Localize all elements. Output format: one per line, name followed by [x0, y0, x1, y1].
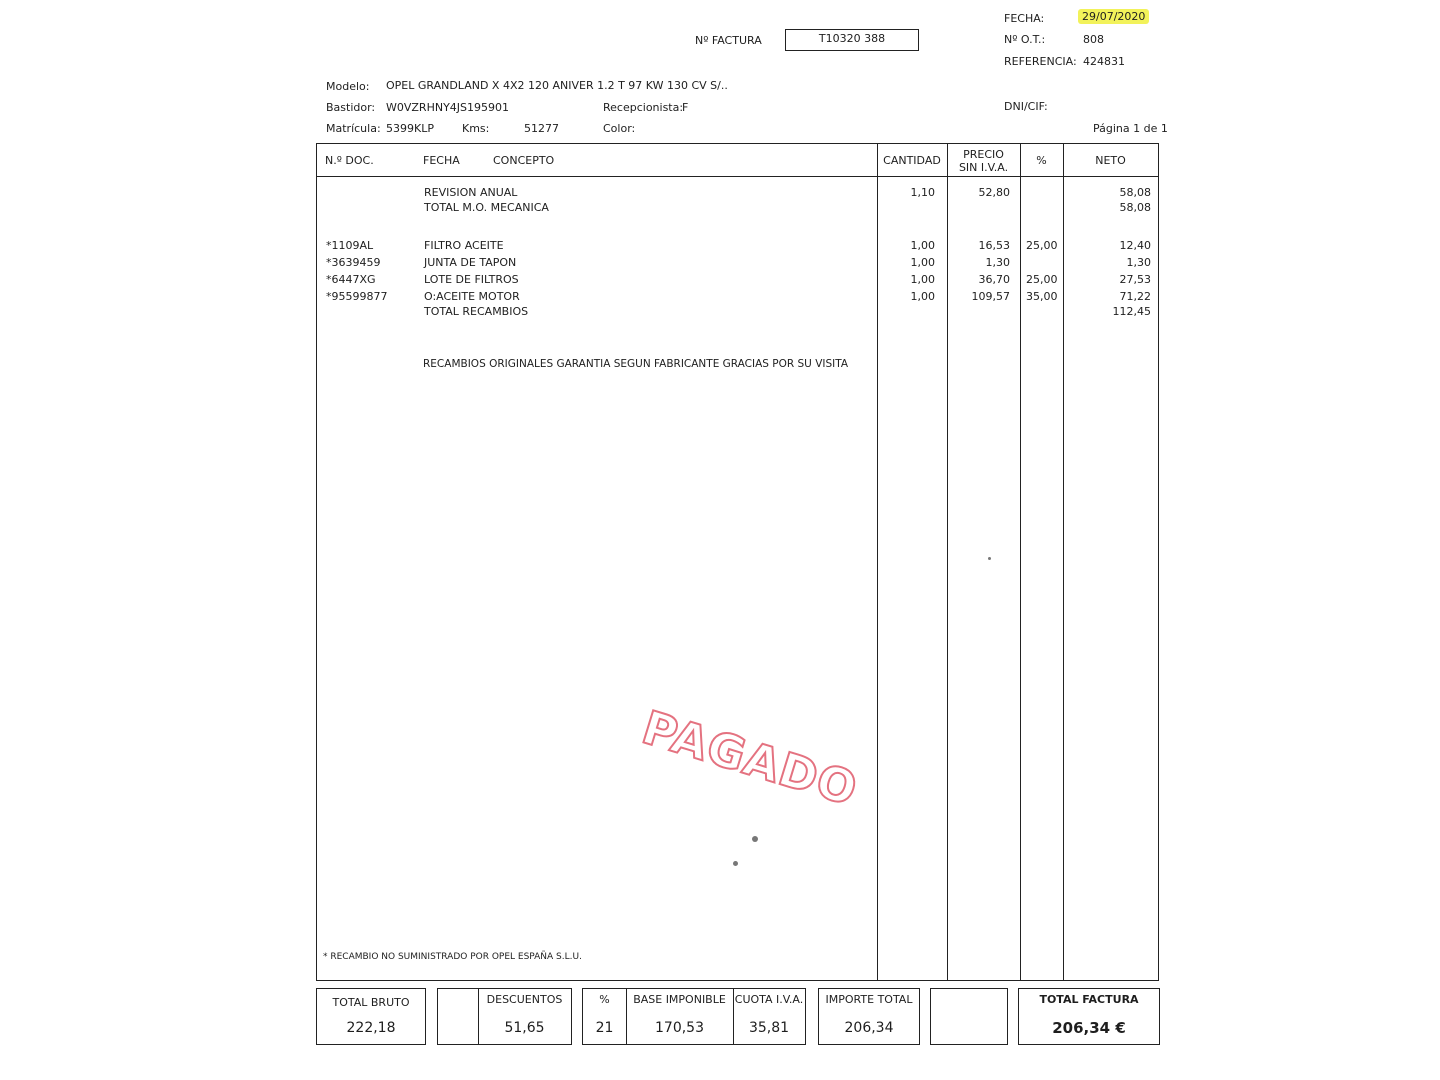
header-neto: NETO: [1095, 154, 1126, 167]
header-pct: %: [1036, 154, 1047, 167]
row-2-neto: 12,40: [1119, 239, 1151, 252]
row-0-precio: 52,80: [978, 186, 1010, 199]
descuentos-label: DESCUENTOS: [486, 993, 563, 1006]
row-2-precio: 16,53: [978, 239, 1010, 252]
cuota-iva-value: 35,81: [748, 1020, 790, 1036]
descuentos-box: [437, 988, 572, 1045]
empty-box: [930, 988, 1008, 1045]
header-cantidad: CANTIDAD: [883, 154, 941, 167]
row-0-concepto: REVISION ANUAL: [424, 186, 518, 199]
speck: [988, 557, 991, 560]
matricula-label: Matrícula:: [326, 122, 381, 135]
color-label: Color:: [603, 122, 636, 135]
importe-total-label: IMPORTE TOTAL: [825, 993, 913, 1006]
iva-pct-label: %: [599, 993, 610, 1006]
header-concepto: CONCEPTO: [493, 154, 555, 167]
row-5-pct: 35,00: [1026, 290, 1058, 303]
speck: [733, 861, 738, 866]
descuentos-value: 51,65: [504, 1020, 545, 1036]
row-2-concepto: FILTRO ACEITE: [424, 239, 504, 252]
row-3-cantidad: 1,00: [910, 256, 935, 269]
footnote: * RECAMBIO NO SUMINISTRADO POR OPEL ESPAÑA S.L.U.: [323, 952, 582, 962]
importe-total-box: [818, 988, 920, 1045]
row-4-precio: 36,70: [978, 273, 1010, 286]
warranty-note: RECAMBIOS ORIGINALES GARANTIA SEGUN FABRICANTE GRACIAS POR SU VISITA: [423, 358, 849, 370]
row-3-neto: 1,30: [1126, 256, 1151, 269]
row-5-doc: *95599877: [326, 290, 388, 303]
recepcionista-label: Recepcionista:: [603, 101, 684, 114]
row-0-cantidad: 1,10: [910, 186, 935, 199]
invoice-lines-table: [316, 143, 1159, 981]
row-2-pct: 25,00: [1026, 239, 1058, 252]
modelo-label: Modelo:: [326, 80, 370, 93]
modelo-value: OPEL GRANDLAND X 4X2 120 ANIVER 1.2 T 97 KW 130 CV S/..: [386, 79, 728, 92]
row-3-concepto: JUNTA DE TAPON: [424, 256, 517, 269]
total-factura-label: TOTAL FACTURA: [1039, 993, 1139, 1006]
total-bruto-label: TOTAL BRUTO: [332, 996, 410, 1009]
fecha-label: FECHA:: [1004, 12, 1045, 25]
kms-label: Kms:: [462, 122, 490, 135]
row-1-concepto: TOTAL M.O. MECANICA: [424, 201, 549, 214]
row-6-concepto: TOTAL RECAMBIOS: [424, 305, 529, 318]
total-factura-box: [1018, 988, 1160, 1045]
iva-pct-value: 21: [595, 1020, 614, 1036]
cuota-iva-label: CUOTA I.V.A.: [734, 993, 804, 1006]
row-5-concepto: O:ACEITE MOTOR: [424, 290, 520, 303]
importe-total-value: 206,34: [844, 1020, 894, 1036]
row-5-neto: 71,22: [1119, 290, 1151, 303]
total-factura-value: 206,34 €: [1052, 1019, 1126, 1037]
row-4-cantidad: 1,00: [910, 273, 935, 286]
header-precio-2: SIN I.V.A.: [958, 161, 1009, 174]
matricula-value: 5399KLP: [386, 122, 434, 135]
factura-label: Nº FACTURA: [695, 34, 762, 47]
row-1-neto: 58,08: [1119, 201, 1151, 214]
kms-value: 51277: [524, 122, 559, 135]
factura-number-box: T10320 388: [785, 29, 919, 51]
row-4-doc: *6447XG: [326, 273, 376, 286]
paid-stamp: PAGADO: [636, 700, 865, 817]
base-imponible-label: BASE IMPONIBLE: [633, 993, 726, 1006]
header-ndoc: N.º DOC.: [325, 154, 374, 167]
row-5-cantidad: 1,00: [910, 290, 935, 303]
referencia-value: 424831: [1083, 55, 1125, 68]
bastidor-label: Bastidor:: [326, 101, 376, 114]
recepcionista-value: F: [682, 101, 689, 114]
row-6-neto: 112,45: [1112, 305, 1151, 318]
row-3-doc: *3639459: [326, 256, 381, 269]
row-5-precio: 109,57: [971, 290, 1010, 303]
row-3-precio: 1,30: [985, 256, 1010, 269]
row-4-neto: 27,53: [1119, 273, 1151, 286]
total-bruto-value: 222,18: [346, 1020, 396, 1036]
row-4-pct: 25,00: [1026, 273, 1058, 286]
fecha-value: 29/07/2020: [1078, 9, 1149, 24]
header-fecha: FECHA: [423, 154, 460, 167]
base-imponible-value: 170,53: [655, 1020, 704, 1036]
ot-label: Nº O.T.:: [1004, 33, 1046, 46]
header-precio-1: PRECIO: [963, 148, 1004, 161]
speck: [752, 836, 758, 842]
row-2-doc: *1109AL: [326, 239, 374, 252]
total-bruto-box: [316, 988, 426, 1045]
page-number: Página 1 de 1: [1093, 122, 1168, 135]
bastidor-value: W0VZRHNY4JS195901: [386, 101, 510, 114]
row-4-concepto: LOTE DE FILTROS: [424, 273, 519, 286]
referencia-label: REFERENCIA:: [1004, 55, 1077, 68]
iva-box: [582, 988, 806, 1045]
row-2-cantidad: 1,00: [910, 239, 935, 252]
dni-label: DNI/CIF:: [1004, 100, 1048, 113]
row-0-neto: 58,08: [1119, 186, 1151, 199]
ot-value: 808: [1083, 33, 1104, 46]
